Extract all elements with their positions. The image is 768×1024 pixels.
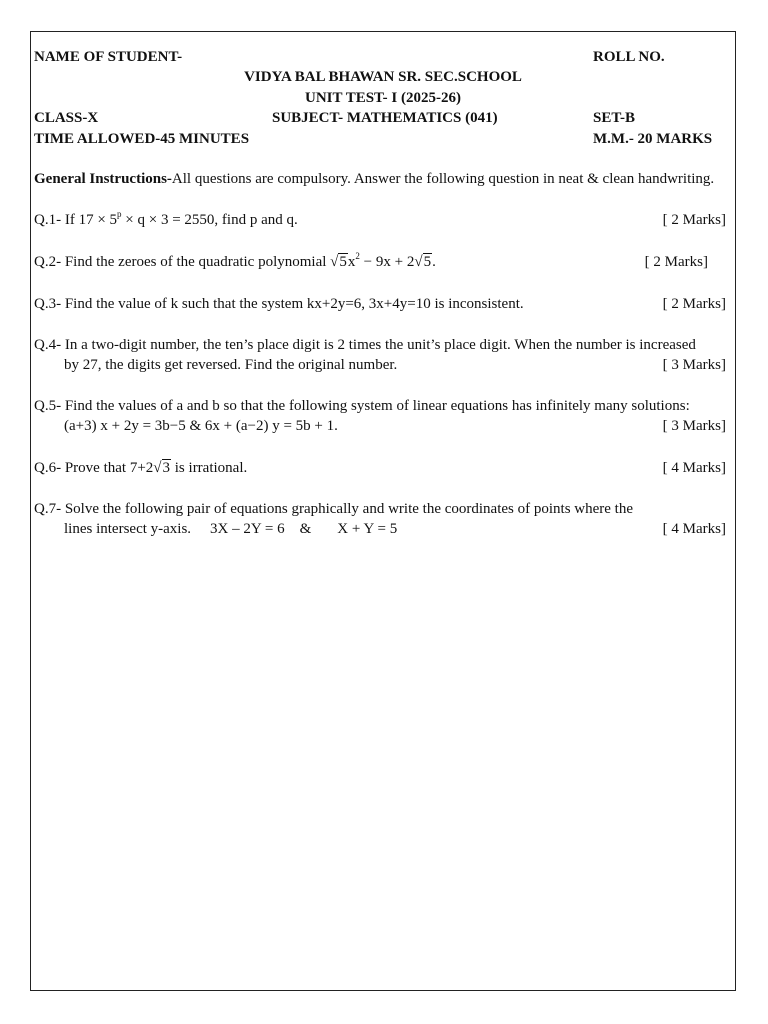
question-number: Q.5- [34,398,62,414]
question-text: If 17 × 5 [61,212,118,228]
question-5 [34,396,726,436]
radical-sign: √ [153,460,162,476]
equation-1: 3X – 2Y = 6 [210,521,285,537]
question-7 [34,499,726,539]
question-text: x [347,254,356,270]
question-marks: [ 2 Marks] [662,212,726,228]
question-text: × q × 3 = 2550, find p and q. [121,212,298,228]
question-marks: [ 4 Marks] [662,521,726,537]
exam-paper [30,31,736,991]
question-marks: [ 2 Marks] [644,254,708,270]
question-text: by 27, the digits get reversed. Find the original number. [64,357,398,373]
instructions-label: General Instructions- [34,171,172,187]
student-name-label: NAME OF STUDENT- [34,49,183,65]
radicand: 5 [339,254,347,270]
general-instructions [34,170,714,188]
square-root [414,252,432,272]
ampersand: & [299,521,312,537]
radical-sign: √ [330,254,339,270]
roll-number-label: ROLL NO. [593,49,665,65]
question-text: Prove that 7+2 [61,460,154,476]
school-name: VIDYA BAL BHAWAN SR. SEC.SCHOOL [244,69,522,85]
question-number: Q.4- [34,337,62,353]
radicand: 5 [423,254,432,270]
question-marks: [ 2 Marks] [662,296,726,312]
question-number: Q.2- [34,254,62,270]
equation-2: X + Y = 5 [337,521,398,537]
question-marks: [ 3 Marks] [662,357,726,373]
question-text: (a+3) x + 2y = 3b−5 & 6x + (a−2) y = 5b + 1. [64,418,338,434]
question-4 [34,335,726,375]
question-text: . [432,254,436,270]
radicand: 3 [162,460,171,476]
subject-label: SUBJECT- MATHEMATICS (041) [272,110,498,126]
question-text: is irrational. [171,460,248,476]
question-text: Find the zeroes of the quadratic polynomial [61,254,331,270]
set-label: SET-B [593,110,635,126]
time-allowed: TIME ALLOWED-45 MINUTES [34,131,250,147]
test-title: UNIT TEST- I (2025-26) [304,90,461,106]
square-root [153,458,171,478]
question-number: Q.6- [34,460,62,476]
question-number: Q.1- [34,212,62,228]
question-text: In a two-digit number, the ten’s place digit is 2 times the unit’s place digit. When the number is increased [61,337,696,353]
question-text: Solve the following pair of equations graphically and write the coordinates of points where the [61,501,634,517]
question-marks: [ 3 Marks] [662,418,726,434]
question-2 [34,252,726,272]
exponent: 2 [355,251,360,261]
radical-sign: √ [414,254,423,270]
question-6 [34,458,726,478]
question-1 [34,210,726,230]
question-text: Find the value of k such that the system kx+2y=6, 3x+4y=10 is inconsistent. [61,296,524,312]
question-text: − 9x + 2 [359,254,415,270]
question-3 [34,294,726,314]
class-label: CLASS-X [34,110,99,126]
instructions-text: All questions are compulsory. Answer the following question in neat & clean handwriting. [171,171,715,187]
question-number: Q.3- [34,296,62,312]
question-marks: [ 4 Marks] [662,460,726,476]
question-text: lines intersect y-axis. [64,521,192,537]
exponent: p [117,209,122,219]
max-marks: M.M.- 20 MARKS [593,131,713,147]
question-number: Q.7- [34,501,62,517]
square-root [330,252,348,272]
question-text: Find the values of a and b so that the following system of linear equations has infinitely many solutions: [61,398,690,414]
